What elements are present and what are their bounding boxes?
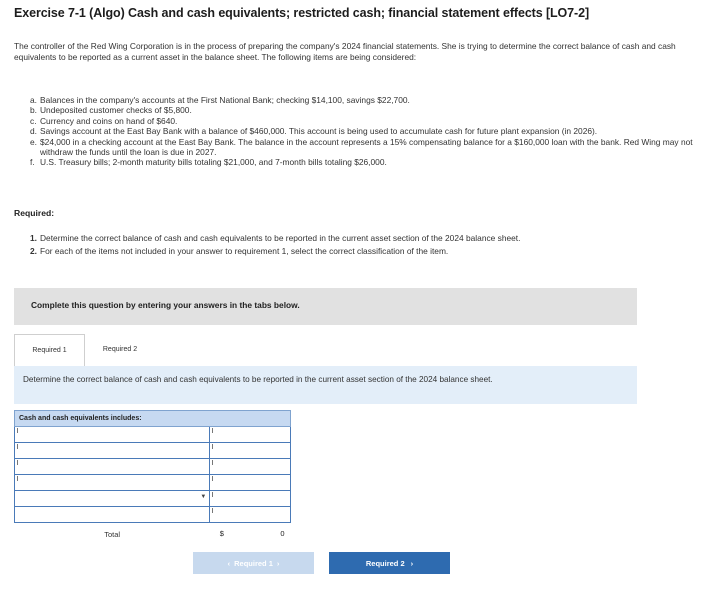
- amount-input[interactable]: [210, 443, 291, 459]
- list-item: [30, 95, 700, 105]
- prev-required-label: Required 1: [234, 558, 273, 568]
- tab-required-1[interactable]: Required 1: [14, 334, 85, 366]
- required-heading: Required:: [14, 208, 55, 218]
- item-select[interactable]: [15, 427, 210, 443]
- required-text: Determine the correct balance of cash and cash equivalents to be reported in the current asset section of the 2024 balance sheet.: [40, 233, 521, 243]
- amount-input[interactable]: [210, 507, 291, 523]
- item-select[interactable]: [15, 491, 210, 507]
- cash-equivalents-table: [14, 410, 291, 545]
- table-row: [15, 427, 291, 443]
- cell-marker: [212, 508, 216, 513]
- cell-marker: [212, 428, 216, 433]
- list-item: [30, 126, 700, 136]
- cell-marker: [212, 460, 216, 465]
- item-select[interactable]: [15, 475, 210, 491]
- table-row: [15, 443, 291, 459]
- total-value: [210, 523, 291, 546]
- item-text: Currency and coins on hand of $640.: [40, 115, 178, 126]
- total-row: [15, 523, 291, 546]
- item-select[interactable]: [15, 443, 210, 459]
- tab-instruction: Determine the correct balance of cash and cash equivalents to be reported in the current asset section of the 2024 balance sheet.: [14, 366, 637, 404]
- tab-required-2[interactable]: Required 2: [102, 346, 138, 353]
- page-title: Exercise 7-1 (Algo) Cash and cash equivalents; restricted cash; financial statement effects [LO7-2]: [14, 6, 590, 20]
- required-number: 1.: [30, 233, 37, 243]
- required-list: [30, 233, 685, 259]
- prev-required-button[interactable]: [193, 552, 314, 574]
- cell-marker: [17, 476, 21, 481]
- table-row: [15, 475, 291, 491]
- item-select[interactable]: [15, 459, 210, 475]
- item-select[interactable]: [15, 507, 210, 523]
- cell-marker: [17, 428, 21, 433]
- table-row: [15, 491, 291, 507]
- list-item: [30, 157, 700, 167]
- next-required-label: Required 2: [365, 558, 405, 568]
- intro-paragraph: The controller of the Red Wing Corporation is in the process of preparing the company's 2024 financial statements. She is trying to determine the correct balance of cash and cash equivalents to be reported as a current asset in the balance sheet. The following items are being considered:: [14, 41, 676, 63]
- dropdown-arrow-icon[interactable]: ▼: [200, 494, 207, 500]
- item-text: Undeposited customer checks of $5,800.: [40, 105, 192, 116]
- list-item: [30, 116, 700, 126]
- item-letter: e.: [30, 136, 37, 147]
- list-item: [30, 137, 700, 158]
- cell-marker: [212, 444, 216, 449]
- list-item: [30, 246, 685, 257]
- total-label: Total: [15, 523, 210, 546]
- amount-input[interactable]: [210, 491, 291, 507]
- cell-marker: [17, 460, 21, 465]
- chevron-right-icon: ›: [410, 558, 414, 568]
- currency-symbol: $: [219, 529, 224, 538]
- item-text: U.S. Treasury bills; 2-month maturity bills totaling $21,000, and 7-month bills totaling $26,000.: [40, 157, 387, 168]
- table-row: [15, 459, 291, 475]
- next-required-button[interactable]: [329, 552, 450, 574]
- item-letter: b.: [30, 105, 37, 116]
- item-letter: d.: [30, 126, 37, 137]
- item-letter: a.: [30, 95, 37, 105]
- table-row: [15, 507, 291, 523]
- item-text: Balances in the company's accounts at the First National Bank; checking $14,100, savings $22,700.: [40, 95, 410, 105]
- chevron-right-icon: ›: [276, 558, 280, 568]
- chevron-left-icon: ‹: [227, 558, 231, 568]
- cell-marker: [17, 444, 21, 449]
- total-amount: 0: [280, 529, 285, 538]
- required-number: 2.: [30, 246, 37, 256]
- item-letter: c.: [30, 115, 37, 126]
- cell-marker: [212, 476, 216, 481]
- item-letter: f.: [30, 157, 35, 168]
- list-item: [30, 105, 700, 115]
- list-item: [30, 233, 685, 244]
- amount-input[interactable]: [210, 427, 291, 443]
- tab-bar: [14, 334, 155, 366]
- table-header: Cash and cash equivalents includes:: [15, 411, 291, 427]
- instruction-banner: Complete this question by entering your answers in the tabs below.: [14, 288, 637, 325]
- item-text: $24,000 in a checking account at the East Bay Bank. The balance in the account represents a 15% compensating balance for a $160,000 loan with the bank. Red Wing may not withdraw the funds until the loan is due in 2027.: [40, 136, 693, 158]
- items-list: [30, 95, 700, 168]
- amount-input[interactable]: [210, 459, 291, 475]
- required-text: For each of the items not included in your answer to requirement 1, select the correct classification of the item.: [40, 246, 449, 256]
- cell-marker: [212, 492, 216, 497]
- amount-input[interactable]: [210, 475, 291, 491]
- item-text: Savings account at the East Bay Bank with a balance of $460,000. This account is being used to accumulate cash for future plant expansion (in 2026).: [40, 126, 598, 137]
